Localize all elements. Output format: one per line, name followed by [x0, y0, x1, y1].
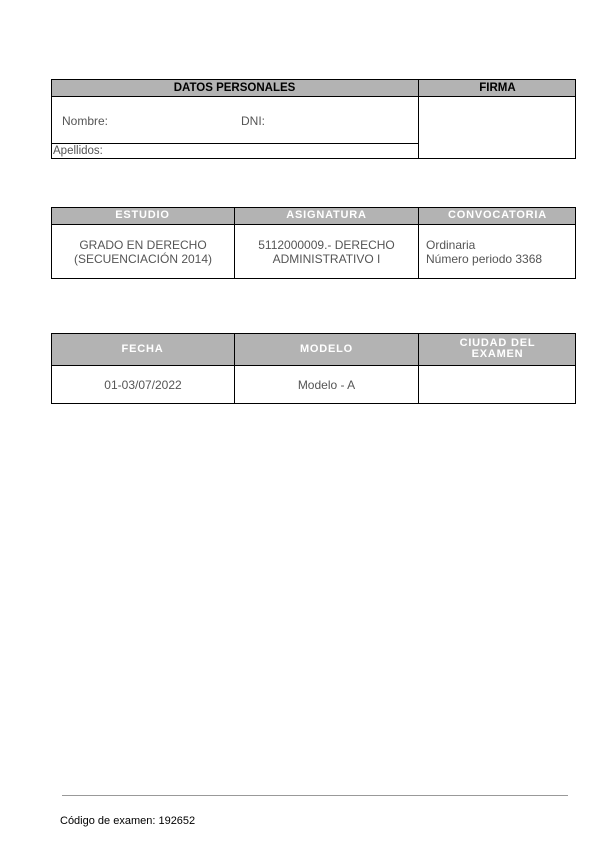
- ciudad-cell[interactable]: [419, 366, 575, 403]
- nombre-label: Nombre:: [62, 114, 109, 128]
- firma-field[interactable]: [420, 97, 575, 158]
- header-fecha: FECHA: [51, 333, 234, 365]
- asignatura-line-1: 5112000009.- DERECHO: [258, 237, 395, 252]
- header-firma: FIRMA: [419, 79, 576, 96]
- dni-label: DNI:: [241, 114, 265, 128]
- apellidos-label: Apellidos:: [53, 145, 103, 157]
- header-ciudad-examen: [419, 333, 576, 365]
- estudio-line-2: (SECUENCIACIÓN 2014): [73, 251, 213, 266]
- fecha-cell: 01-03/07/2022: [104, 377, 182, 392]
- convocatoria-line-1: Ordinaria: [426, 237, 476, 252]
- header-estudio: ESTUDIO: [51, 207, 234, 224]
- header-asignatura: ASIGNATURA: [235, 207, 418, 224]
- footer-divider: [62, 795, 568, 796]
- asignatura-line-2: ADMINISTRATIVO I: [272, 251, 381, 266]
- exam-code: Código de examen: 192652: [60, 815, 196, 827]
- estudio-line-1: GRADO EN DERECHO: [79, 237, 207, 252]
- estudio-cell: [52, 225, 234, 278]
- modelo-cell: Modelo - A: [297, 377, 356, 392]
- convocatoria-cell: [419, 225, 575, 278]
- header-ciudad-line-1: CIUDAD DEL: [459, 337, 536, 349]
- header-datos-personales: DATOS PERSONALES: [51, 79, 418, 96]
- header-convocatoria: CONVOCATORIA: [419, 207, 576, 224]
- convocatoria-line-2: Número periodo 3368: [426, 251, 543, 266]
- asignatura-cell: [235, 225, 418, 278]
- header-ciudad-line-2: EXAMEN: [471, 348, 524, 360]
- header-modelo: MODELO: [235, 333, 418, 365]
